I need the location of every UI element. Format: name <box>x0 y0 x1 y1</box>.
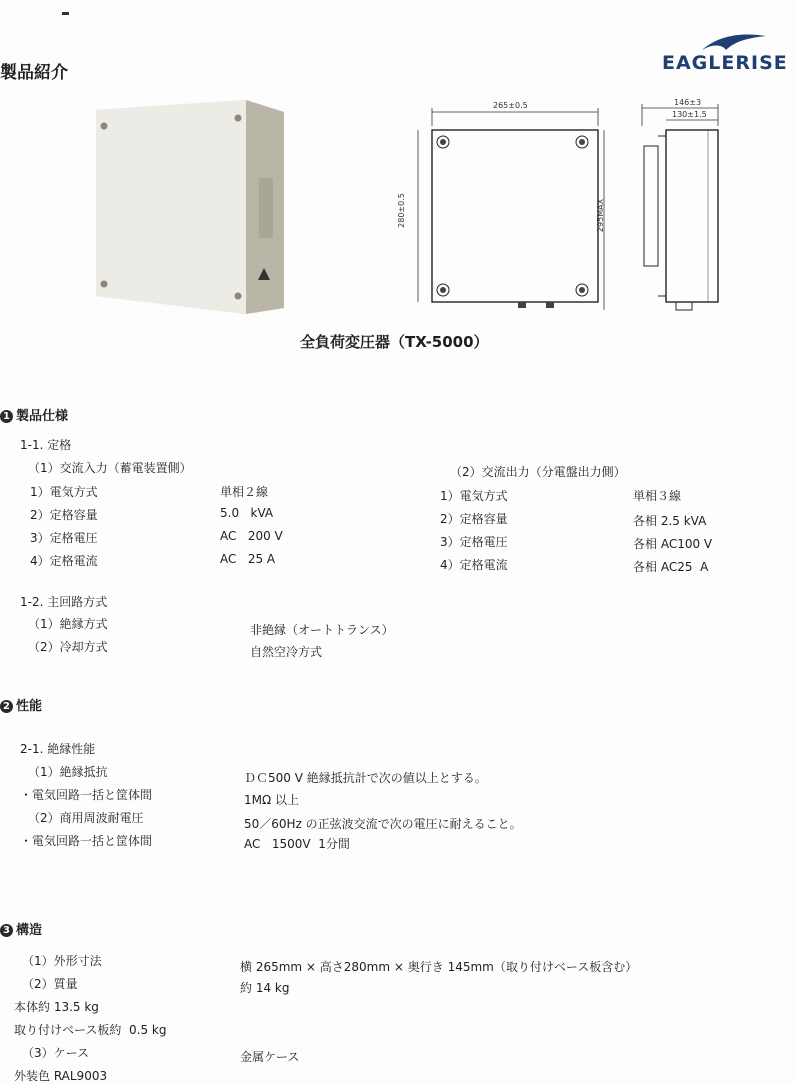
input-value: 5.0 kVA <box>220 506 274 520</box>
structure-value: 金属ケース <box>240 1050 300 1064</box>
section-number-badge: 3 <box>0 924 13 937</box>
height-max-dimension: 295MAX <box>596 198 606 233</box>
structure-label: （1）外形寸法 <box>22 954 102 968</box>
subsection-insulation: 2-1. 絶縁性能 <box>20 742 96 756</box>
structure-value: 横 265mm × 高さ280mm × 奥行き 145mm（取り付けベース板含む） <box>240 960 638 974</box>
insulation-value: ＤＣ500 V 絶縁抵抗計で次の値以上とする。 <box>244 771 487 785</box>
subsection-main-circuit: 1-2. 主回路方式 <box>20 595 108 609</box>
circuit-value: 自然空冷方式 <box>250 645 323 659</box>
page-title: 製品紹介 <box>0 63 68 83</box>
insulation-value: 1MΩ 以上 <box>244 793 299 807</box>
input-label: 4）定格電流 <box>30 554 98 568</box>
output-label: 2）定格容量 <box>440 512 508 526</box>
output-label: 4）定格電流 <box>440 558 508 572</box>
section-title: 性能 <box>16 699 43 714</box>
structure-label: 本体約 13.5 kg <box>14 1000 99 1014</box>
page-top-mark <box>62 12 69 15</box>
output-label: 1）電気方式 <box>440 489 508 503</box>
logo-text: EAGLERISE <box>662 52 788 74</box>
subsection-rating: 1-1. 定格 <box>20 438 72 452</box>
section-number-badge: 1 <box>0 410 13 423</box>
insulation-label: （2）商用周波耐電圧 <box>28 811 144 825</box>
product-photo <box>94 98 286 316</box>
input-value: 単相２線 <box>220 485 269 499</box>
input-label: 2）定格容量 <box>30 508 98 522</box>
structure-label: （3）ケース <box>22 1046 90 1060</box>
structure-label: （2）質量 <box>22 977 78 991</box>
insulation-label: ・電気回路一括と筐体間 <box>20 788 153 802</box>
section-title: 製品仕様 <box>16 409 69 424</box>
structure-label: 取り付けベース板約 0.5 kg <box>14 1023 167 1037</box>
company-logo <box>662 52 788 74</box>
product-caption: 全負荷変圧器（TX-5000） <box>300 333 489 351</box>
width-dimension: 265±0.5 <box>493 101 528 110</box>
output-value: 各相 AC100 V <box>633 537 713 551</box>
insulation-value: AC 1500V 1分間 <box>244 837 350 851</box>
circuit-label: （2）冷却方式 <box>28 640 108 654</box>
circuit-value: 非絶縁（オートトランス） <box>250 623 394 637</box>
input-value: AC 25 A <box>220 552 276 566</box>
structure-label: 外装色 RAL9003 <box>14 1069 108 1083</box>
section-title: 構造 <box>16 923 43 938</box>
front-dimension-drawing <box>396 96 620 316</box>
circuit-label: （1）絶縁方式 <box>28 617 108 631</box>
depth-dimension-body: 130±1.5 <box>672 110 707 119</box>
side-dimension-drawing <box>636 96 736 316</box>
structure-value: 約 14 kg <box>240 981 290 995</box>
height-dimension: 280±0.5 <box>396 193 406 228</box>
section-heading-structure <box>0 919 42 938</box>
output-label: 3）定格電圧 <box>440 535 508 549</box>
insulation-label: （1）絶縁抵抗 <box>28 765 108 779</box>
input-label: 1）電気方式 <box>30 485 98 499</box>
insulation-value: 50／60Hz の正弦波交流で次の電圧に耐えること。 <box>244 817 522 831</box>
eagle-wing-icon <box>700 30 770 52</box>
input-value: AC 200 V <box>220 529 283 543</box>
depth-dimension-total: 146±3 <box>674 98 702 107</box>
output-value: 単相３線 <box>633 489 682 503</box>
insulation-label: ・電気回路一括と筐体間 <box>20 834 153 848</box>
output-value: 各相 2.5 kVA <box>633 514 707 528</box>
input-label: 3）定格電圧 <box>30 531 98 545</box>
section-heading-performance <box>0 695 42 714</box>
output-heading: （2）交流出力（分電盤出力側） <box>450 465 626 479</box>
section-number-badge: 2 <box>0 700 13 713</box>
input-heading: （1）交流入力（蓄電装置側） <box>28 461 192 475</box>
section-heading-specs <box>0 405 68 424</box>
output-value: 各相 AC25 A <box>633 560 709 574</box>
